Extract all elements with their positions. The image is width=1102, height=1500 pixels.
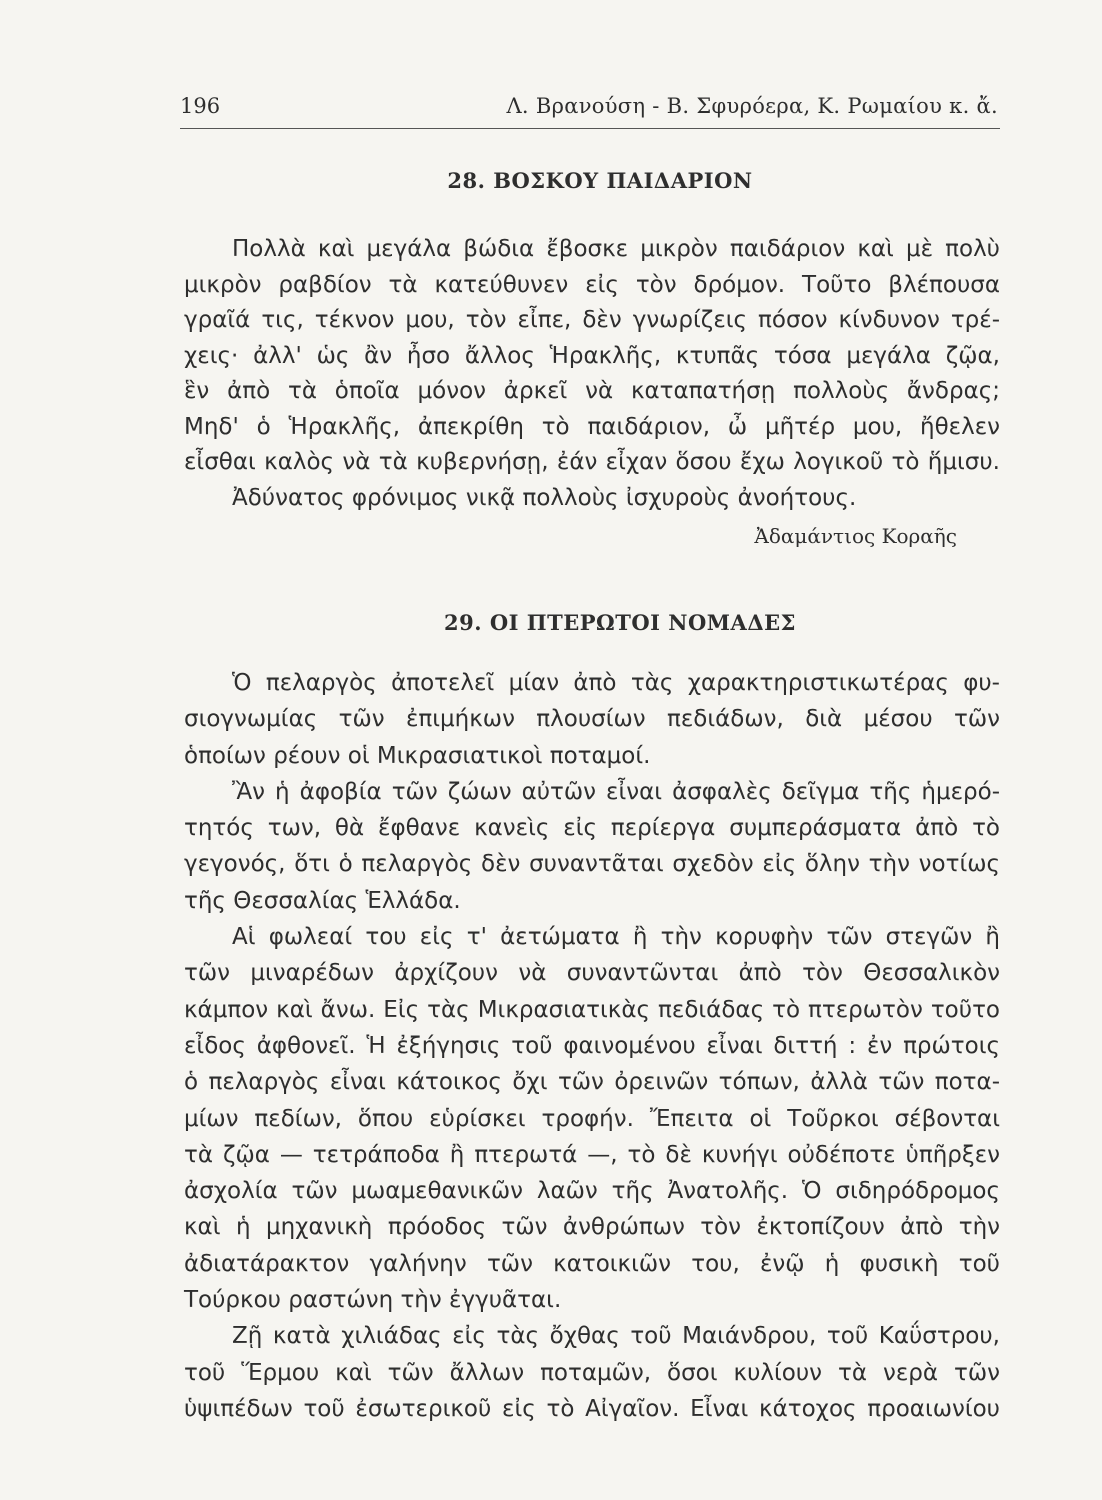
author-signature: Ἀδαμάντιος Κοραῆς [754,524,957,548]
section-body [184,665,1000,1427]
text-line: κάμπον καὶ ἄνω. Εἰς τὰς Μικρασιατικὰς πεδιάδας τὸ πτερωτὸν τοῦτο [184,996,1000,1023]
text-line: μίων πεδίων, ὅπου εὑρίσκει τροφήν. Ἔπειτα οἱ Τοῦρκοι σέβονται [184,1105,1000,1132]
text-line: τητός των, θὰ ἔφθανε κανεὶς εἰς περίεργα συμπεράσματα ἀπὸ τὸ [184,815,1000,842]
text-line: Ἂν ἡ ἀφοβία τῶν ζώων αὐτῶν εἶναι ἀσφαλὲς δεῖγμα τῆς ἡμερό- [232,778,1000,805]
text-line: ἀδιατάρακτον γαλήνην τῶν κατοικιῶν του, ἐνῷ ἡ φυσικὴ τοῦ [184,1250,1000,1277]
text-line: Πολλὰ καὶ μεγάλα βώδια ἔβοσκε μικρὸν παιδάριον καὶ μὲ πολὺ [232,236,1000,262]
section-title: 29. ΟΙ ΠΤΕΡΩΤΟΙ ΝΟΜΑΔΕΣ [444,610,796,635]
text-line: καὶ ἡ μηχανικὴ πρόοδος τῶν ἀνθρώπων τὸν ἐκτοπίζουν ἀπὸ τὴν [184,1214,1000,1241]
text-line: ὑψιπέδων τοῦ ἐσωτερικοῦ εἰς τὸ Αἰγαῖον. Εἶναι κάτοχος προαιωνίου [184,1395,1000,1422]
text-line: τῶν μιναρέδων ἀρχίζουν νὰ συναντῶνται ἀπὸ τὸν Θεσσαλικὸν [184,960,1000,987]
text-line: ὁ πελαργὸς εἶναι κάτοικος ὄχι τῶν ὀρεινῶν τόπων, ἀλλὰ τῶν ποτα- [184,1069,1000,1096]
page-number: 196 [180,94,221,118]
text-line: Αἱ φωλεαί του εἰς τ' ἀετώματα ἢ τὴν κορυφὴν τῶν στεγῶν ἢ [232,924,1000,951]
page-header [180,92,1000,129]
text-line: τὰ ζῷα — τετράποδα ἢ πτερωτά —, τὸ δὲ κυνήγι οὐδέποτε ὑπῆρξεν [184,1141,1000,1168]
text-line: Ζῇ κατὰ χιλιάδας εἰς τὰς ὄχθας τοῦ Μαιάνδρου, τοῦ Καΰστρου, [232,1323,1000,1350]
section-title: 28. ΒΟΣΚΟΥ ΠΑΙΔΑΡΙΟΝ [447,168,753,193]
text-line: Τούρκου ραστώνη τὴν ἐγγυᾶται. [184,1287,562,1314]
text-line: ὁποίων ρέουν οἱ Μικρασιατικοὶ ποταμοί. [184,742,651,769]
text-line: Ὁ πελαργὸς ἀποτελεῖ μίαν ἀπὸ τὰς χαρακτηριστικωτέρας φυ- [232,670,1000,696]
text-line: γραῖά τις, τέκνον μου, τὸν εἶπε, δὲν γνωρίζεις πόσον κίνδυνον τρέ- [184,307,1000,333]
text-line: χεις· ἀλλ' ὡς ἂν ἦσο ἄλλος Ἡρακλῆς, κτυπᾶς τόσα μεγάλα ζῷα, [184,342,1000,369]
text-line: ἓν ἀπὸ τὰ ὁποῖα μόνον ἀρκεῖ νὰ καταπατήσῃ πολλοὺς ἄνδρας; [184,378,1000,404]
text-line: μικρὸν ραβδίον τὰ κατεύθυνεν εἰς τὸν δρόμον. Τοῦτο βλέπουσα [184,271,1000,298]
text-line: τοῦ Ἕρμου καὶ τῶν ἄλλων ποταμῶν, ὅσοι κυλίουν τὰ νερὰ τῶν [184,1359,1000,1386]
text-line: σιογνωμίας τῶν ἐπιμήκων πλουσίων πεδιάδων, διὰ μέσου τῶν [184,706,1000,733]
section-body [184,232,1000,516]
text-line: εἶσθαι καλὸς νὰ τὰ κυβερνήσῃ, ἐάν εἶχαν ὅσου ἔχω λογικοῦ τὸ ἥμισυ. [184,449,1000,475]
text-line: Ἀδύνατος φρόνιμος νικᾷ πολλοὺς ἰσχυροὺς ἀνοήτους. [232,484,857,511]
text-line: Μηδ' ὁ Ἡρακλῆς, ἀπεκρίθη τὸ παιδάριον, ὦ μῆτέρ μου, ἤθελεν [184,413,1000,440]
text-line: γεγονός, ὅτι ὁ πελαργὸς δὲν συναντᾶται σχεδὸν εἰς ὅλην τὴν νοτίως [184,851,1000,878]
running-head: Λ. Βρανούση - Β. Σφυρόερα, Κ. Ρωμαίου κ. ἄ. [506,94,998,118]
text-line: τῆς Θεσσαλίας Ἑλλάδα. [184,887,461,914]
text-line: ἀσχολία τῶν μωαμεθανικῶν λαῶν τῆς Ἀνατολῆς. Ὁ σιδηρόδρομος [184,1178,1000,1205]
text-line: εἶδος ἀφθονεῖ. Ἡ ἐξήγησις τοῦ φαινομένου εἶναι διττή : ἐν πρώτοις [184,1032,1000,1059]
